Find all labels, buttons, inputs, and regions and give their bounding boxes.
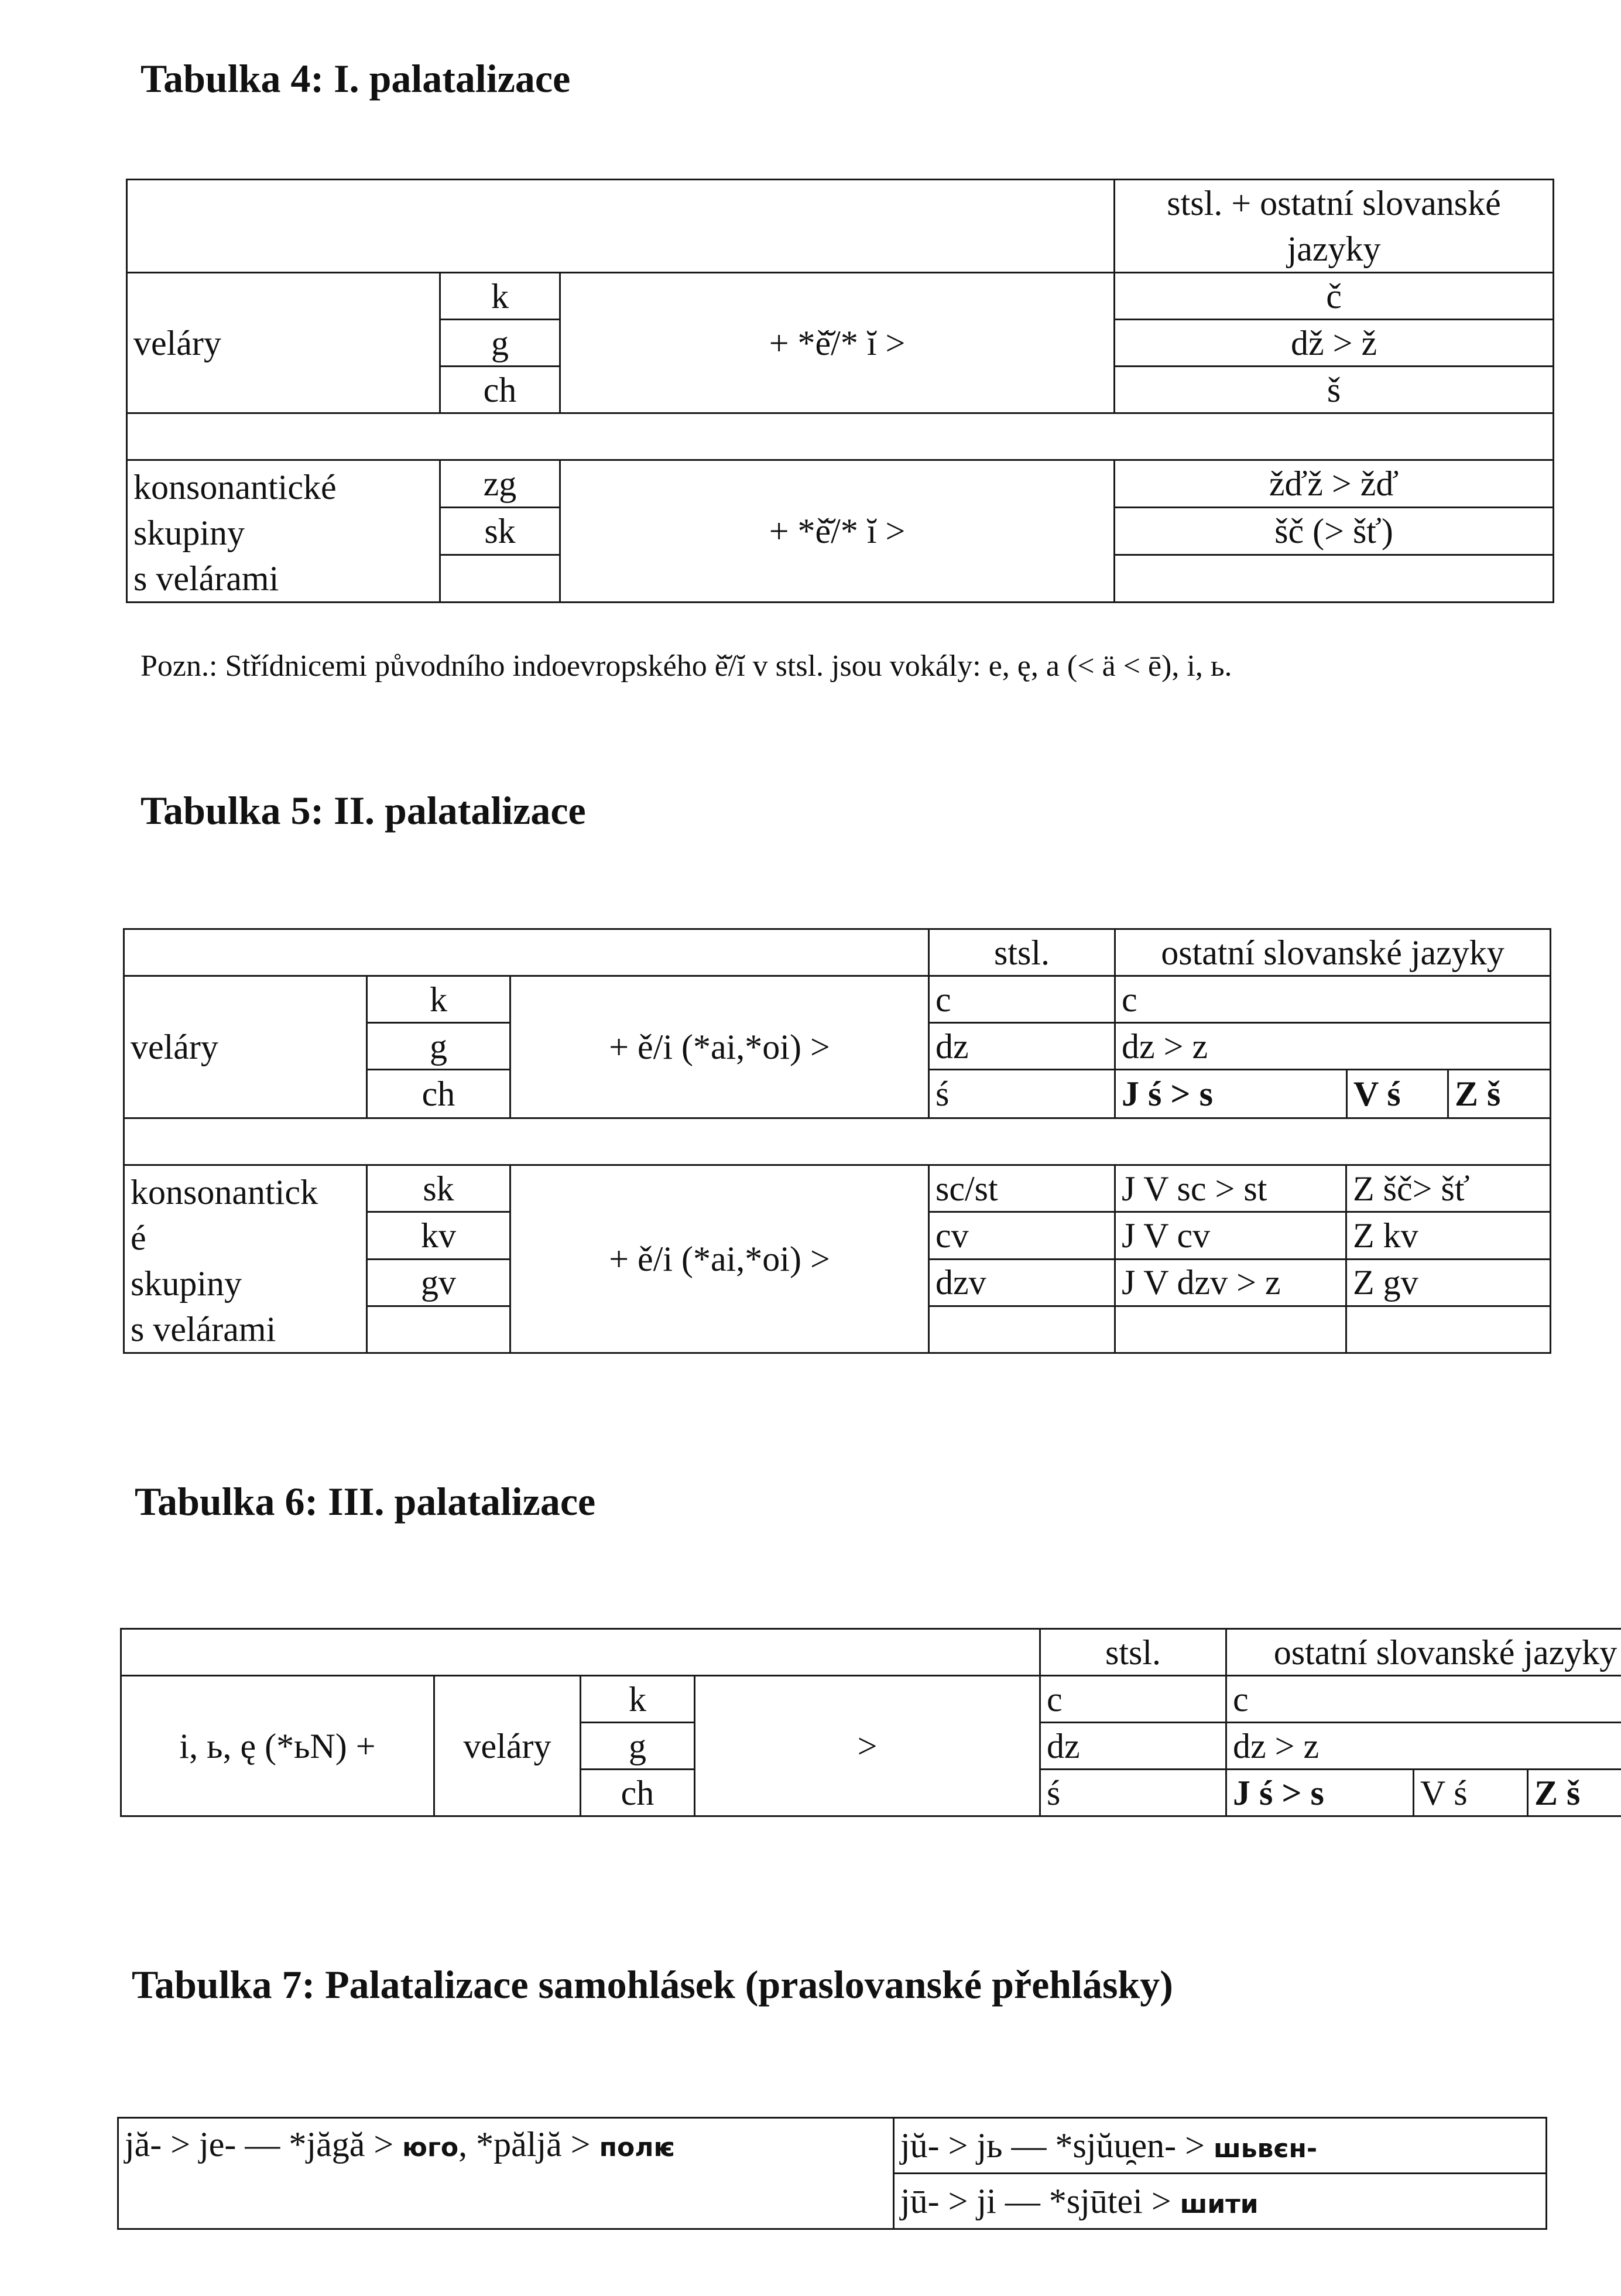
table5 <box>123 928 1551 1354</box>
table4-formula: + *ě̆/* ĭ > <box>560 273 1115 413</box>
table5-stsl-cell: ś <box>929 1070 1115 1118</box>
table4-result: dž > ž <box>1115 320 1554 367</box>
table5-z-cell: Z šč> šť <box>1346 1165 1551 1212</box>
table5-cons: k <box>367 976 510 1023</box>
table4-empty-cell <box>440 555 560 603</box>
table5-group-label: konsonantick é skupiny s velárami <box>124 1165 367 1353</box>
table5-jv-cell: J V sc > st <box>1115 1165 1346 1212</box>
table4-blank-header <box>127 180 1115 273</box>
table6 <box>120 1628 1621 1817</box>
table5-empty-cell <box>1115 1306 1346 1353</box>
table6-other-cell: dz > z <box>1226 1723 1621 1770</box>
table5-jv-cell: J V cv <box>1115 1212 1346 1259</box>
table7-cyr-word: полѥ <box>599 2133 676 2162</box>
table4-velary-label: veláry <box>127 273 440 413</box>
table6-blank-header <box>121 1629 1040 1676</box>
table5-formula: + ě/i (*ai,*oi) > <box>510 1165 929 1353</box>
table6-stsl-cell: ś <box>1040 1770 1226 1816</box>
table7-cyr-word: шити <box>1180 2189 1259 2219</box>
table6-V: V ś <box>1414 1770 1528 1816</box>
table4-cons: sk <box>440 508 560 555</box>
table6-cons: k <box>581 1676 695 1723</box>
table5-velary-label: veláry <box>124 976 367 1118</box>
table5-spacer-row <box>124 1118 1551 1165</box>
table5-stsl-cell: dz <box>929 1023 1115 1070</box>
table7-title: Tabulka 7: Palatalizace samohlásek (praslovanské přehlásky) <box>132 1962 1173 2007</box>
table6-left: i, ь, ę (*ьN) + <box>121 1676 434 1816</box>
table4-result: žďž > žď <box>1115 460 1554 508</box>
table5-other-cell: dz > z <box>1115 1023 1551 1070</box>
table4-group-label: konsonantické skupiny s velárami <box>127 460 440 603</box>
table5-cons: sk <box>367 1165 510 1212</box>
table6-J: J ś > s <box>1226 1770 1414 1816</box>
table4-cons: zg <box>440 460 560 508</box>
table7 <box>117 2117 1547 2230</box>
table6-arrow: > <box>695 1676 1040 1816</box>
table6-velary: veláry <box>434 1676 581 1816</box>
table5-cons: kv <box>367 1212 510 1259</box>
table6-other-cell: c <box>1226 1676 1621 1723</box>
table5-stsl-cell: cv <box>929 1212 1115 1259</box>
table7-cyr-word: юго <box>402 2133 459 2162</box>
table4-header: stsl. + ostatní slovanské jazyky <box>1115 180 1554 273</box>
table4-result: šč (> šť) <box>1115 508 1554 555</box>
table6-title: Tabulka 6: III. palatalizace <box>135 1479 596 1524</box>
table5-cons: gv <box>367 1259 510 1306</box>
table5-empty-cell <box>367 1306 510 1353</box>
table5-J: J ś > s <box>1116 1070 1348 1117</box>
table5-jv-cell: J V dzv > z <box>1115 1259 1346 1306</box>
table4-cons: g <box>440 320 560 367</box>
table5-z-cell: Z kv <box>1346 1212 1551 1259</box>
table4-result: č <box>1115 273 1554 320</box>
table5-title: Tabulka 5: II. palatalizace <box>140 788 586 833</box>
table5-header-stsl: stsl. <box>929 929 1115 976</box>
table7-right-cell: jŭ- > jь — *sjŭu̯en- > шьвєн- <box>894 2118 1547 2174</box>
table6-cons: ch <box>581 1770 695 1816</box>
table6-header-stsl: stsl. <box>1040 1629 1226 1676</box>
table4-cons: ch <box>440 367 560 413</box>
table5-V: V ś <box>1348 1070 1449 1117</box>
table4-formula: + *ě̆/* ĭ > <box>560 460 1115 603</box>
table4-empty-cell <box>1115 555 1554 603</box>
table7-right-cell: jū- > ji — *sjūtei > шити <box>894 2174 1547 2229</box>
table5-z-cell: Z gv <box>1346 1259 1551 1306</box>
table4-note: Pozn.: Střídnicemi původního indoevropského ě̆/ĭ v stsl. jsou vokály: e, ę, a (< ä < ē), i, ь. <box>140 649 1232 683</box>
table5-other-split <box>1115 1070 1551 1118</box>
table4-title: Tabulka 4: I. palatalizace <box>140 56 571 101</box>
table6-Z: Z š <box>1528 1770 1621 1816</box>
table6-cons: g <box>581 1723 695 1770</box>
table7-cyr-word: шьвєн- <box>1214 2134 1318 2164</box>
table5-Z: Z š <box>1455 1075 1501 1113</box>
table5-formula: + ě/i (*ai,*oi) > <box>510 976 929 1118</box>
table5-cons: ch <box>367 1070 510 1118</box>
table6-stsl-cell: dz <box>1040 1723 1226 1770</box>
table5-stsl-cell: c <box>929 976 1115 1023</box>
table5-empty-cell <box>1346 1306 1551 1353</box>
table4 <box>126 179 1554 603</box>
table4-result: š <box>1115 367 1554 413</box>
table7-left-cell: jă- > je- — *jăgă > юго, *păljă > полѥ <box>118 2118 894 2229</box>
table4-spacer-row <box>127 413 1554 460</box>
table5-stsl-cell: dzv <box>929 1259 1115 1306</box>
table5-other-cell: c <box>1115 976 1551 1023</box>
table4-cons: k <box>440 273 560 320</box>
table5-stsl-cell: sc/st <box>929 1165 1115 1212</box>
table5-blank-header <box>124 929 929 976</box>
table6-stsl-cell: c <box>1040 1676 1226 1723</box>
table5-header-other: ostatní slovanské jazyky <box>1115 929 1551 976</box>
table5-cons: g <box>367 1023 510 1070</box>
table6-header-other: ostatní slovanské jazyky <box>1226 1629 1621 1676</box>
table5-empty-cell <box>929 1306 1115 1353</box>
